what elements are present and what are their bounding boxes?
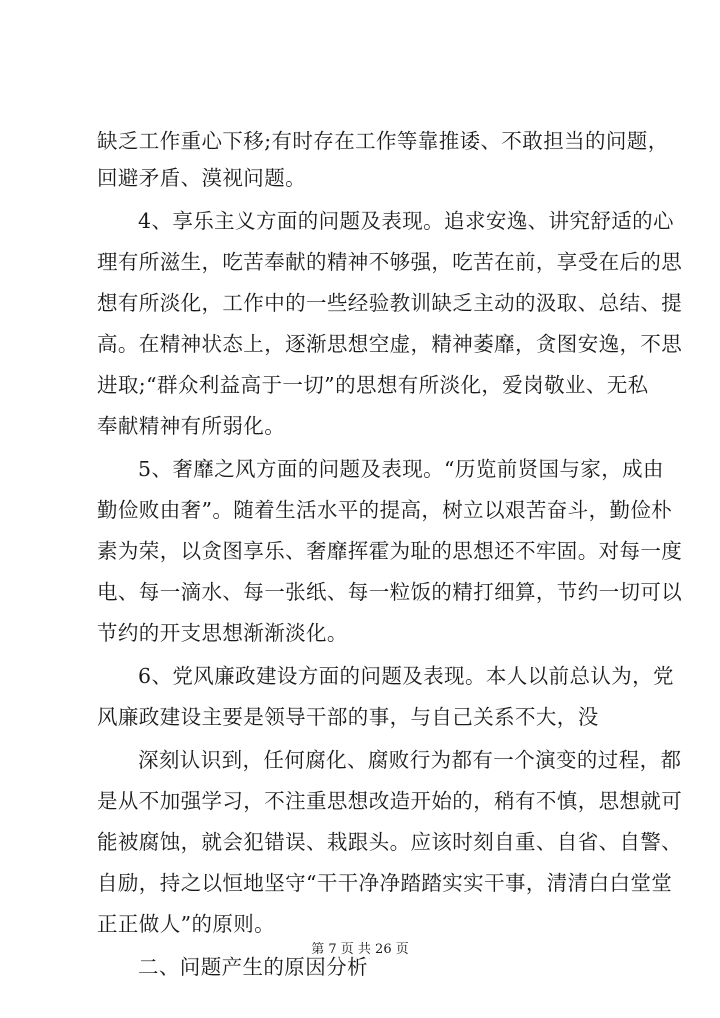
text-line: 缺乏工作重心下移;有时存在工作等靠推诿、不敢担当的问题， xyxy=(97,129,669,153)
text-line: 想有所淡化，工作中的一些经验教训缺乏主动的汲取、总结、提 xyxy=(97,291,683,315)
text-line: 进取;“群众利益高于一切”的思想有所淡化，爱岗敬业、无私 xyxy=(97,373,649,397)
text-line: 高。在精神状态上，逐渐思想空虚，精神萎靡，贪图安逸，不思 xyxy=(97,332,683,356)
text-line: 电、每一滴水、每一张纸、每一粒饭的精打细算，节约一切可以 xyxy=(97,580,683,604)
text-line: 是从不加强学习，不注重思想改造开始的，稍有不慎，思想就可 xyxy=(97,789,683,813)
text-line: 正正做人”的原则。 xyxy=(97,912,276,936)
text-line: 节约的开支思想渐渐淡化。 xyxy=(97,621,348,645)
text-line: 自励，持之以恒地坚守“干干净净踏踏实实干事，清清白白堂堂 xyxy=(97,871,673,895)
paragraph-heading-6: 6、党风廉政建设方面的问题及表现。本人以前总认为，党 xyxy=(138,664,674,688)
text-line: 能被腐蚀，就会犯错误、栽跟头。应该时刻自重、自省、自警、 xyxy=(97,830,683,854)
paragraph-heading-4: 4、享乐主义方面的问题及表现。追求安逸、讲究舒适的心 xyxy=(138,209,674,233)
page-number-footer: 第 7 页 共 26 页 xyxy=(311,942,409,957)
text-line: 奉献精神有所弱化。 xyxy=(97,414,286,438)
text-line: 勤俭败由奢”。随着生活水平的提高，树立以艰苦奋斗，勤俭朴 xyxy=(97,498,673,522)
text-line: 深刻认识到，任何腐化、腐败行为都有一个演变的过程，都 xyxy=(138,748,682,772)
text-line: 风廉政建设主要是领导干部的事，与自己关系不大，没 xyxy=(97,705,599,729)
paragraph-heading-5: 5、奢靡之风方面的问题及表现。“历览前贤国与家，成由 xyxy=(138,457,664,481)
text-line: 理有所滋生，吃苦奉献的精神不够强，吃苦在前，享受在后的思 xyxy=(97,250,683,274)
text-line: 素为荣，以贪图享乐、奢靡挥霍为耻的思想还不牢固。对每一度 xyxy=(97,539,683,563)
section-heading: 二、问题产生的原因分析 xyxy=(138,955,368,979)
text-line: 回避矛盾、漠视问题。 xyxy=(97,166,306,190)
